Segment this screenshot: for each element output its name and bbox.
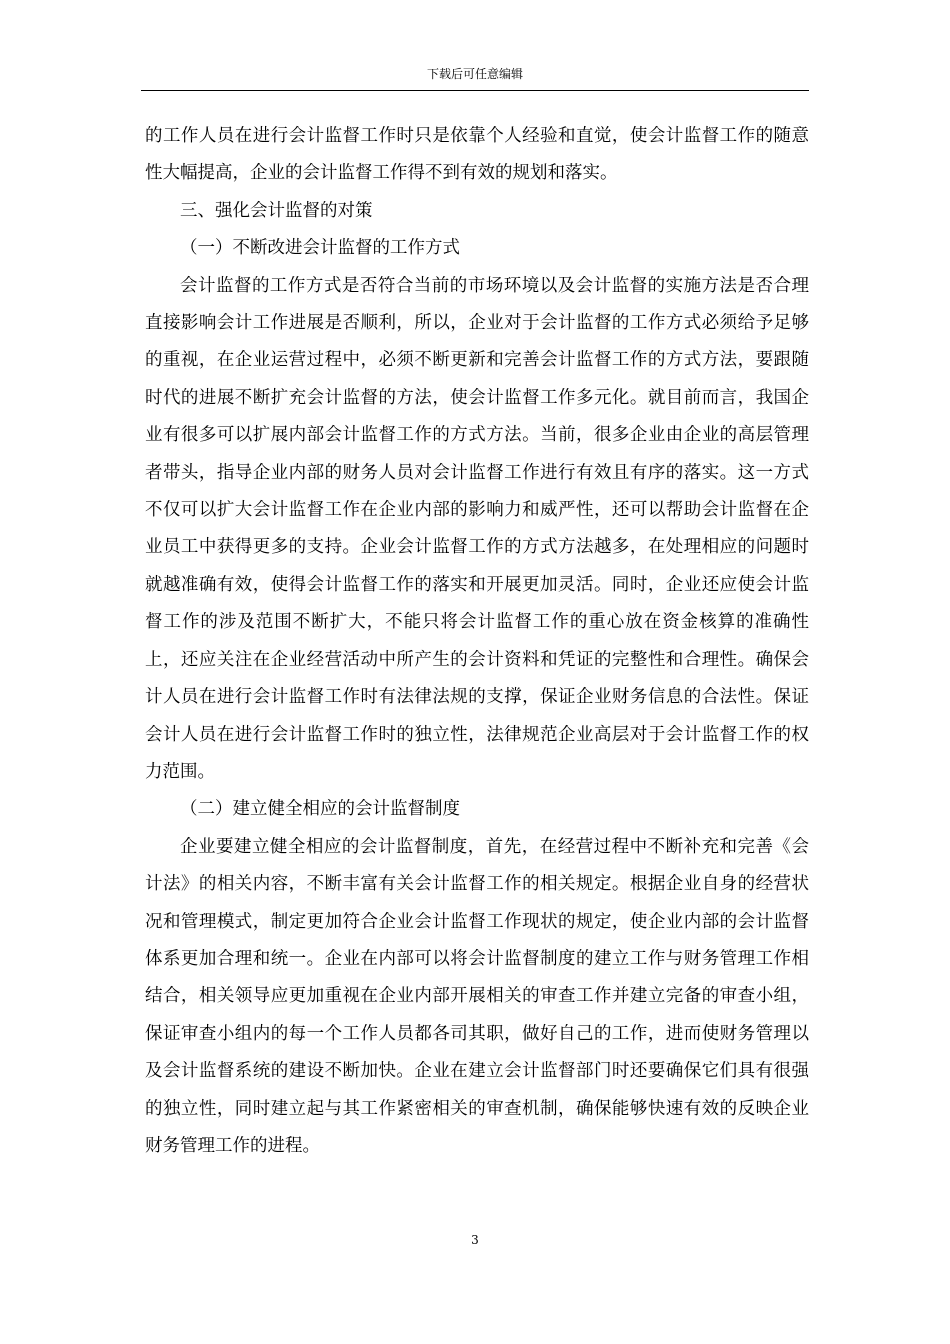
section-heading: 三、强化会计监督的对策 xyxy=(180,200,373,221)
paragraph: 企业要建立健全相应的会计监督制度，首先，在经营过程中不断补充和完善《会计法》的相关内容，不断丰富有关会计监督工作的相关规定。根据企业自身的经营状况和管理模式，制定更加符合企业会计监督工作现状的规定，使企业内部的会计监督体系更加合理和统一。企业在内部可以将会计监督制度的建立工作与财务管理工作相结合，相关领导应更加重视在企业内部开展相关的审查工作并建立完备的审查小组，保证审查小组内的每一个工作人员都各司其职，做好自己的工作，进而使财务管理以及会计监督系统的建设不断加快。企业在建立会计监督部门时还要确保它们具有很强的独立性，同时建立起与其工作紧密相关的审查机制，确保能够快速有效的反映企业财务管理工作的进程。 xyxy=(145,836,809,1156)
header-divider xyxy=(141,90,809,91)
subsection-heading: （一）不断改进会计监督的工作方式 xyxy=(180,238,460,259)
document-body xyxy=(145,118,809,1165)
subsection-heading: （二）建立健全相应的会计监督制度 xyxy=(180,799,460,820)
paragraph: 会计监督的工作方式是否符合当前的市场环境以及会计监督的实施方法是否合理直接影响会计工作进展是否顺利，所以，企业对于会计监督的工作方式必须给予足够的重视，在企业运营过程中，必须不断更新和完善会计监督工作的方式方法，要跟随时代的进展不断扩充会计监督的方法，使会计监督工作多元化。就目前而言，我国企业有很多可以扩展内部会计监督工作的方式方法。当前，很多企业由企业的高层管理者带头，指导企业内部的财务人员对会计监督工作进行有效且有序的落实。这一方式不仅可以扩大会计监督工作在企业内部的影响力和威严性，还可以帮助会计监督在企业员工中获得更多的支持。企业会计监督工作的方式方法越多，在处理相应的问题时就越准确有效，使得会计监督工作的落实和开展更加灵活。同时，企业还应使会计监督工作的涉及范围不断扩大，不能只将会计监督工作的重心放在资金核算的准确性上，还应关注在企业经营活动中所产生的会计资料和凭证的完整性和合理性。确保会计人员在进行会计监督工作时有法律法规的支撑，保证企业财务信息的合法性。保证会计人员在进行会计监督工作时的独立性，法律规范企业高层对于会计监督工作的权力范围。 xyxy=(145,275,809,782)
paragraph-continued: 的工作人员在进行会计监督工作时只是依靠个人经验和直觉，使会计监督工作的随意性大幅提高，企业的会计监督工作得不到有效的规划和落实。 xyxy=(145,126,809,184)
page-number: 3 xyxy=(471,1233,479,1247)
page-header: 下载后可任意编辑 xyxy=(426,67,523,81)
